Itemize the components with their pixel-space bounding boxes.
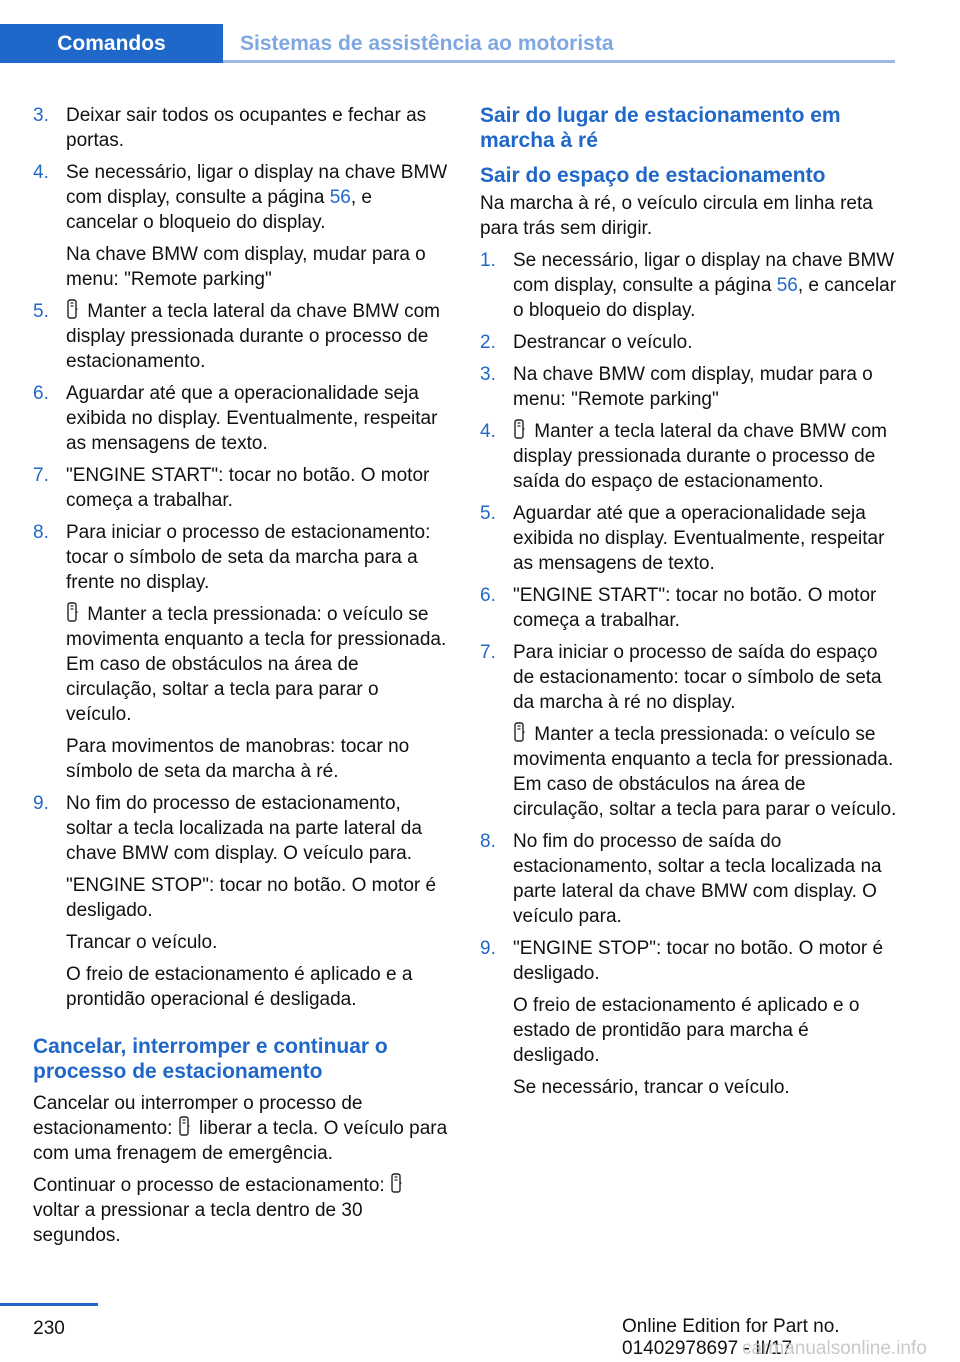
text-segment: Aguardar até que a operacionalidade seja exibida no display. Eventualmente, respeitar as mensagens de texto. (66, 383, 438, 454)
step-body (513, 501, 898, 576)
text-segment: Continuar o processo de estacionamento: (33, 1175, 390, 1196)
step-paragraph (66, 160, 448, 235)
step-paragraph (513, 583, 898, 633)
step-number: 5. (33, 301, 49, 322)
step-paragraph (513, 993, 898, 1068)
step-paragraph (513, 248, 898, 323)
paragraph (33, 1091, 448, 1166)
step-paragraph (513, 362, 898, 412)
list-item (480, 829, 898, 929)
chapter-tab[interactable]: Sistemas de assistência ao motorista (240, 31, 614, 55)
key-icon (178, 1116, 192, 1136)
step-number: 4. (480, 421, 496, 442)
right-column (480, 103, 898, 1107)
step-number: 3. (480, 364, 496, 385)
list-item (480, 936, 898, 1100)
list-item (480, 640, 898, 822)
list-item (480, 419, 898, 494)
step-body (66, 791, 448, 1012)
key-icon (66, 602, 80, 622)
step-paragraph (513, 419, 898, 494)
step-paragraph (66, 930, 448, 955)
text-segment: Manter a tecla lateral da chave BMW com display pressionada durante o processo de saída do espaço de estacionamento. (513, 421, 887, 492)
step-body (66, 160, 448, 292)
text-segment: O freio de estacionamento é aplicado e o estado de prontidão para marcha é desligado. (513, 995, 860, 1066)
step-paragraph (513, 722, 898, 822)
step-paragraph (66, 242, 448, 292)
text-segment: Deixar sair todos os ocupantes e fechar as portas. (66, 105, 427, 151)
step-number: 5. (480, 503, 496, 524)
text-segment: Para iniciar o processo de estacionamento: tocar o símbolo de seta da marcha para a frente no display. (66, 522, 431, 593)
text-segment: Se necessário, trancar o veículo. (513, 1077, 790, 1098)
list-item (33, 381, 448, 456)
step-body (513, 248, 898, 323)
step-number: 7. (480, 642, 496, 663)
list-item (480, 330, 898, 355)
step-number: 6. (480, 585, 496, 606)
step-body (66, 103, 448, 153)
step-number: 6. (33, 383, 49, 404)
step-number: 4. (33, 162, 49, 183)
step-body (513, 362, 898, 412)
text-segment: Cancelar ou interromper o processo de estacionamento: (33, 1093, 363, 1139)
step-body (513, 640, 898, 822)
page-number: 230 (33, 1318, 65, 1339)
text-segment: Manter a tecla lateral da chave BMW com display pressionada durante o processo de estacionamento. (66, 301, 440, 372)
text-segment: "ENGINE STOP": tocar no botão. O motor é desligado. (513, 938, 884, 984)
key-icon (66, 299, 80, 319)
text-segment: liberar a tecla. O veículo para com uma frenagem de emergência. (33, 1118, 448, 1164)
key-icon (390, 1173, 404, 1193)
step-paragraph (513, 829, 898, 929)
left-column (33, 103, 448, 1255)
step-number: 3. (33, 105, 49, 126)
page-link[interactable]: 56 (776, 275, 798, 296)
list-item (480, 362, 898, 412)
key-icon (513, 722, 527, 742)
step-paragraph (513, 640, 898, 715)
text-segment: voltar a pressionar a tecla dentro de 30 segundos. (33, 1200, 363, 1246)
step-body (513, 419, 898, 494)
step-number: 9. (480, 938, 496, 959)
section-tab[interactable]: Comandos (0, 24, 223, 63)
text-segment: Se necessário, ligar o display na chave BMW com display, consulte a página (66, 162, 448, 208)
text-segment: "ENGINE STOP": tocar no botão. O motor é desligado. (66, 875, 437, 921)
step-number: 7. (33, 465, 49, 486)
step-paragraph (66, 602, 448, 727)
list-item (480, 583, 898, 633)
section-heading-reverse: Sair do lugar de estacionamento em marcha à ré (480, 104, 841, 152)
text-segment: "ENGINE START": tocar no botão. O motor começa a trabalhar. (66, 465, 430, 511)
step-body (513, 829, 898, 929)
step-paragraph (66, 463, 448, 513)
step-body (66, 520, 448, 784)
step-number: 8. (480, 831, 496, 852)
step-paragraph (66, 520, 448, 595)
text-segment: Para movimentos de manobras: tocar no símbolo de seta da marcha à ré. (66, 736, 410, 782)
text-segment: Manter a tecla pressionada: o veículo se movimenta enquanto a tecla for pressionada. Em caso de obstáculos na área de circulação, soltar a tecla para parar o veículo. (66, 604, 447, 725)
step-paragraph (66, 299, 448, 374)
step-paragraph (66, 381, 448, 456)
section-heading-cancel: Cancelar, interromper e continuar o processo de estacionamento (33, 1035, 388, 1083)
step-number: 8. (33, 522, 49, 543)
text-segment: Aguardar até que a operacionalidade seja exibida no display. Eventualmente, respeitar as mensagens de texto. (513, 503, 885, 574)
step-paragraph (513, 1075, 898, 1100)
text-segment: Manter a tecla pressionada: o veículo se movimenta enquanto a tecla for pressionada. Em caso de obstáculos na área de circulação, soltar a tecla para parar o veículo. (513, 724, 897, 820)
text-segment: Para iniciar o processo de saída do espaço de estacionamento: tocar o símbolo de seta da marcha à ré no display. (513, 642, 882, 713)
step-paragraph (66, 103, 448, 153)
step-paragraph (66, 873, 448, 923)
list-item (480, 501, 898, 576)
step-paragraph (513, 936, 898, 986)
list-item (33, 520, 448, 784)
step-body (66, 299, 448, 374)
step-body (66, 463, 448, 513)
intro-paragraph: Na marcha à ré, o veículo circula em linha reta para trás sem dirigir. (480, 193, 873, 239)
text-segment: Se necessário, ligar o display na chave BMW com display, consulte a página (513, 250, 895, 296)
page-link[interactable]: 56 (329, 187, 351, 208)
list-item (480, 248, 898, 323)
cancel-section-body (33, 1091, 448, 1248)
text-segment: O freio de estacionamento é aplicado e a prontidão operacional é desligada. (66, 964, 413, 1010)
step-body (513, 583, 898, 633)
step-paragraph (66, 962, 448, 1012)
text-segment: , e cancelar o bloqueio do display. (66, 187, 372, 233)
step-paragraph (66, 734, 448, 784)
text-segment: No fim do processo de saída do estacionamento, soltar a tecla localizada na parte lateral da chave BMW com display. O veículo para. (513, 831, 882, 927)
text-segment: Trancar o veículo. (66, 932, 218, 953)
subheading-leave-space: Sair do espaço de estacionamento (480, 164, 826, 187)
left-steps-list (33, 103, 448, 1012)
step-number: 1. (480, 250, 496, 271)
step-body (513, 330, 898, 355)
right-steps-list (480, 248, 898, 1100)
text-segment: Destrancar o veículo. (513, 332, 693, 353)
step-paragraph (66, 791, 448, 866)
paragraph (33, 1173, 448, 1248)
edition-text: Online Edition for Part no. 01402978697 - II/17 (622, 1316, 840, 1359)
text-segment: Na chave BMW com display, mudar para o menu: "Remote parking" (513, 364, 873, 410)
list-item (33, 160, 448, 292)
text-segment: Na chave BMW com display, mudar para o menu: "Remote parking" (66, 244, 426, 290)
step-body (66, 381, 448, 456)
list-item (33, 463, 448, 513)
text-segment: "ENGINE START": tocar no botão. O motor começa a trabalhar. (513, 585, 877, 631)
step-number: 9. (33, 793, 49, 814)
list-item (33, 791, 448, 1012)
step-paragraph (513, 501, 898, 576)
step-body (513, 936, 898, 1100)
text-segment: No fim do processo de estacionamento, soltar a tecla localizada na parte lateral da chave BMW com display. O veículo para. (66, 793, 422, 864)
key-icon (513, 419, 527, 439)
step-paragraph (513, 330, 898, 355)
text-segment: , e cancelar o bloqueio do display. (513, 275, 897, 321)
list-item (33, 103, 448, 153)
step-number: 2. (480, 332, 496, 353)
footer-rule (0, 1303, 98, 1306)
list-item (33, 299, 448, 374)
watermark: carmanualsonline.info (742, 1338, 927, 1359)
